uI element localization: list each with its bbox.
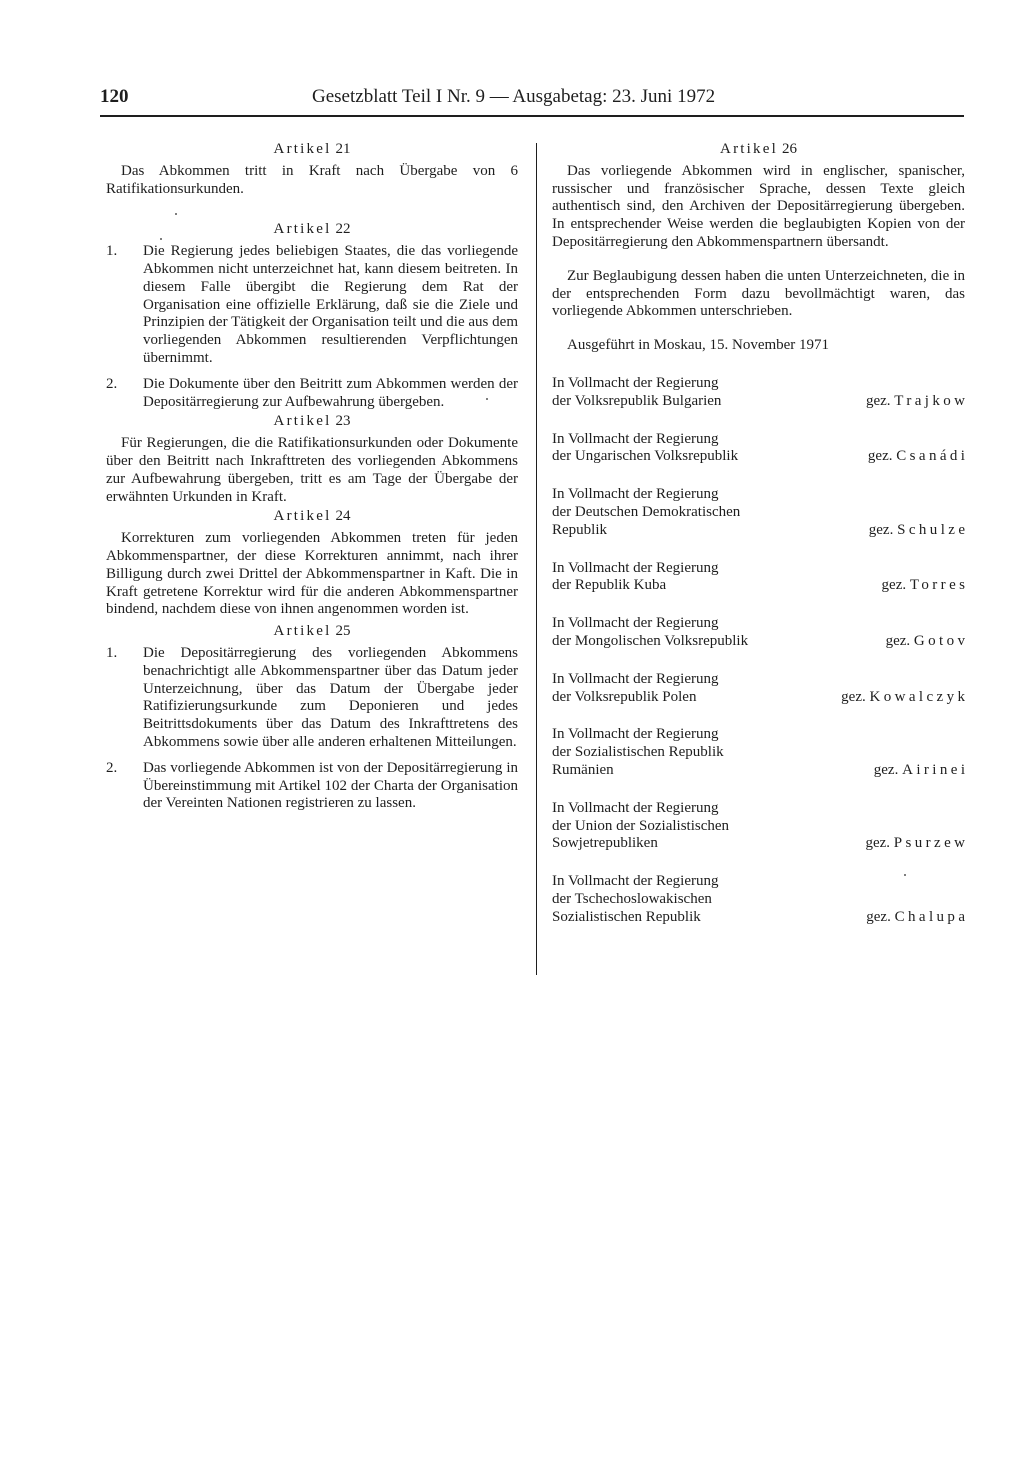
- article-21: [106, 141, 518, 198]
- gez-label: gez.: [873, 761, 899, 778]
- paragraph-text: Die Dokumente über den Beitritt zum Abkommen werden der Depositärregierung zur Aufbewahrung übergeben.: [143, 375, 518, 410]
- heading-word: Artikel: [273, 141, 332, 157]
- header-rule: [100, 115, 964, 117]
- signatory-name: Torres: [909, 577, 969, 594]
- signature-line: In Vollmacht der Regierung: [552, 726, 719, 743]
- article-number: 22: [335, 221, 351, 238]
- article-text: Das Abkommen tritt in Kraft nach Übergabe von 6 Ratifikationsurkunden.: [106, 162, 518, 197]
- article-text: Korrekturen zum vorliegenden Abkommen treten für jeden Abkommenspartner, der diese Korrekturen annimmt, nach ihrer Billigung durch zwei Drittel der Abkommenspartner in Kaft. Die in Kraft getretene Korrektur wird für die anderen Abkommenspartner bindend, nachdem diese von ihnen angenommen worden ist.: [106, 530, 518, 618]
- signature-line: der Republik Kuba: [552, 577, 667, 594]
- right-column: [552, 141, 969, 927]
- signature-block: [552, 486, 969, 539]
- signature-line: In Vollmacht der Regierung: [552, 559, 719, 576]
- signature-line: Sowjetrepubliken: [552, 835, 658, 852]
- signature-block: [552, 374, 969, 411]
- signature-line: Rumänien: [552, 761, 614, 778]
- heading-word: Artikel: [273, 413, 332, 430]
- signatory-name: Psurzew: [893, 835, 969, 852]
- page-header: [100, 86, 964, 110]
- article-number: 25: [335, 623, 351, 640]
- gez-label: gez.: [866, 908, 891, 925]
- left-column: [106, 141, 518, 813]
- signature-line: der Sozialistischen Republik: [552, 744, 724, 761]
- article-number: 24: [335, 508, 351, 525]
- heading-word: Artikel: [273, 623, 332, 640]
- signature-line: In Vollmacht der Regierung: [552, 873, 719, 890]
- article-22: [106, 221, 518, 411]
- signature-line: der Union der Sozialistischen: [552, 817, 730, 834]
- heading-word: Artikel: [273, 221, 332, 238]
- paragraph-number: 1.: [106, 243, 118, 260]
- article-heading: [106, 623, 518, 641]
- signature-line: der Ungarischen Volksrepublik: [552, 448, 739, 465]
- signature-block: [552, 615, 969, 651]
- article-text: Für Regierungen, die die Ratifikationsurkunden oder Dokumente über den Beitritt nach Inkrafttreten des vorliegenden Abkommens zur Aufbewahrung übergeben, tritt es am Tage der Übergabe der erwähnten Urkunden in Kraft.: [106, 435, 518, 505]
- signature-line: der Deutschen Demokratischen: [552, 503, 741, 520]
- article-heading: [106, 141, 518, 159]
- signatory-name: Trajkow: [894, 392, 969, 409]
- article-24: [106, 508, 518, 619]
- page-number: 120: [100, 86, 129, 107]
- signature-line: In Vollmacht der Regierung: [552, 486, 719, 503]
- signature-line: der Volksrepublik Bulgarien: [552, 392, 722, 409]
- article-heading: [552, 141, 965, 159]
- column-divider: [536, 143, 537, 975]
- scan-speck: [175, 213, 177, 215]
- gez-label: gez.: [841, 688, 866, 705]
- gez-label: gez.: [865, 835, 891, 852]
- article-heading: [106, 413, 518, 431]
- scan-speck: [486, 398, 488, 400]
- article-text: Das vorliegende Abkommen wird in englischer, spanischer, russischer und französischer Sprache, dessen Texte gleich authentisch sind, den Archiven der Depositärregierung übergeben. In entsprechender Weise werden die beglaubigten Kopien von der Depositärregierung den Abkommenspartnern übersandt.: [552, 162, 965, 250]
- signature-line: Republik: [552, 521, 607, 538]
- article-number: 21: [335, 141, 351, 157]
- gez-label: gez.: [867, 448, 893, 465]
- paragraph-number: 2.: [106, 375, 118, 392]
- scan-speck: [160, 238, 162, 240]
- article-25: [106, 623, 518, 813]
- paragraph-text: Die Regierung jedes beliebigen Staates, die das vorliegende Abkommen nicht unterzeichnet hat, kann diesem beitreten. In diesem Falle übergibt die Regierung dem Rat der Organisation eine offizielle Erklärung, daß sie die Ziele und Prinzipien der Tätigkeit der Organisation teilt und die aus dem vorliegenden Abkommen resultierenden Verpflichtungen übernimmt.: [143, 243, 518, 366]
- signature-block: [552, 559, 969, 596]
- paragraph-number: 1.: [106, 644, 118, 661]
- gez-label: gez.: [881, 577, 907, 594]
- signature-list: [552, 374, 969, 927]
- place-and-date: Ausgeführt in Moskau, 15. November 1971: [567, 337, 830, 354]
- article-number: 23: [335, 413, 351, 430]
- paragraph-text: Das vorliegende Abkommen ist von der Depositärregierung in Übereinstimmung mit Artikel 102 der Charta der Organisation der Vereinten Nationen registrieren zu lassen.: [143, 759, 518, 812]
- signature-line: der Mongolischen Volksrepublik: [552, 632, 749, 649]
- numbered-paragraph: [106, 243, 518, 368]
- signature-line: der Tschechoslowakischen: [552, 890, 712, 907]
- numbered-paragraph: [106, 645, 518, 752]
- signature-block: [552, 726, 969, 779]
- signature-block: [552, 873, 969, 926]
- heading-word: Artikel: [273, 508, 332, 525]
- scan-speck: [904, 874, 906, 876]
- signatory-name: Gotov: [913, 632, 969, 649]
- numbered-paragraph: [106, 376, 518, 412]
- signatory-name: Airinei: [902, 761, 969, 778]
- article-heading: [106, 221, 518, 239]
- signature-line: In Vollmacht der Regierung: [552, 430, 719, 447]
- article-number: 26: [781, 141, 797, 157]
- signature-line: der Volksrepublik Polen: [552, 688, 697, 705]
- attestation-text: Zur Beglaubigung dessen haben die unten Unterzeichneten, die in der entsprechenden Form dazu bevollmächtigt waren, das vorliegende Abkommen unterschrieben.: [552, 267, 965, 320]
- signature-block: [552, 430, 969, 467]
- signature-block: [552, 799, 969, 853]
- signatory-name: Csanádi: [896, 448, 969, 465]
- signature-block: [552, 670, 969, 707]
- heading-word: Artikel: [720, 141, 778, 157]
- signatory-name: Schulze: [897, 521, 969, 538]
- running-title: Gesetzblatt Teil I Nr. 9 — Ausgabetag: 23. Juni 1972: [312, 86, 716, 107]
- signatory-name: Kowalczyk: [869, 688, 969, 705]
- signature-line: In Vollmacht der Regierung: [552, 615, 719, 632]
- numbered-paragraph: [106, 760, 518, 813]
- article-26: [552, 141, 965, 355]
- signature-line: Sozialistischen Republik: [552, 908, 701, 925]
- gez-label: gez.: [885, 632, 911, 649]
- article-23: [106, 413, 518, 506]
- gez-label: gez.: [865, 392, 891, 409]
- signature-line: In Vollmacht der Regierung: [552, 799, 719, 816]
- gez-label: gez.: [868, 521, 894, 538]
- signatory-name: Chalupa: [894, 908, 969, 925]
- article-heading: [106, 508, 518, 526]
- paragraph-number: 2.: [106, 759, 118, 776]
- signature-line: In Vollmacht der Regierung: [552, 670, 719, 687]
- signature-line: In Vollmacht der Regierung: [552, 374, 719, 391]
- paragraph-text: Die Depositärregierung des vorliegenden Abkommens benachrichtigt alle Abkommenspartner über das Datum jeder Unterzeichnung, über das Datum der Übergabe jeder Ratifizierungsurkunde zum Deponieren und jedes Beitrittsdokuments über das Datum des Inkrafttretens des Abkommens sowie über alle anderen erhaltenen Mitteilungen.: [143, 644, 518, 750]
